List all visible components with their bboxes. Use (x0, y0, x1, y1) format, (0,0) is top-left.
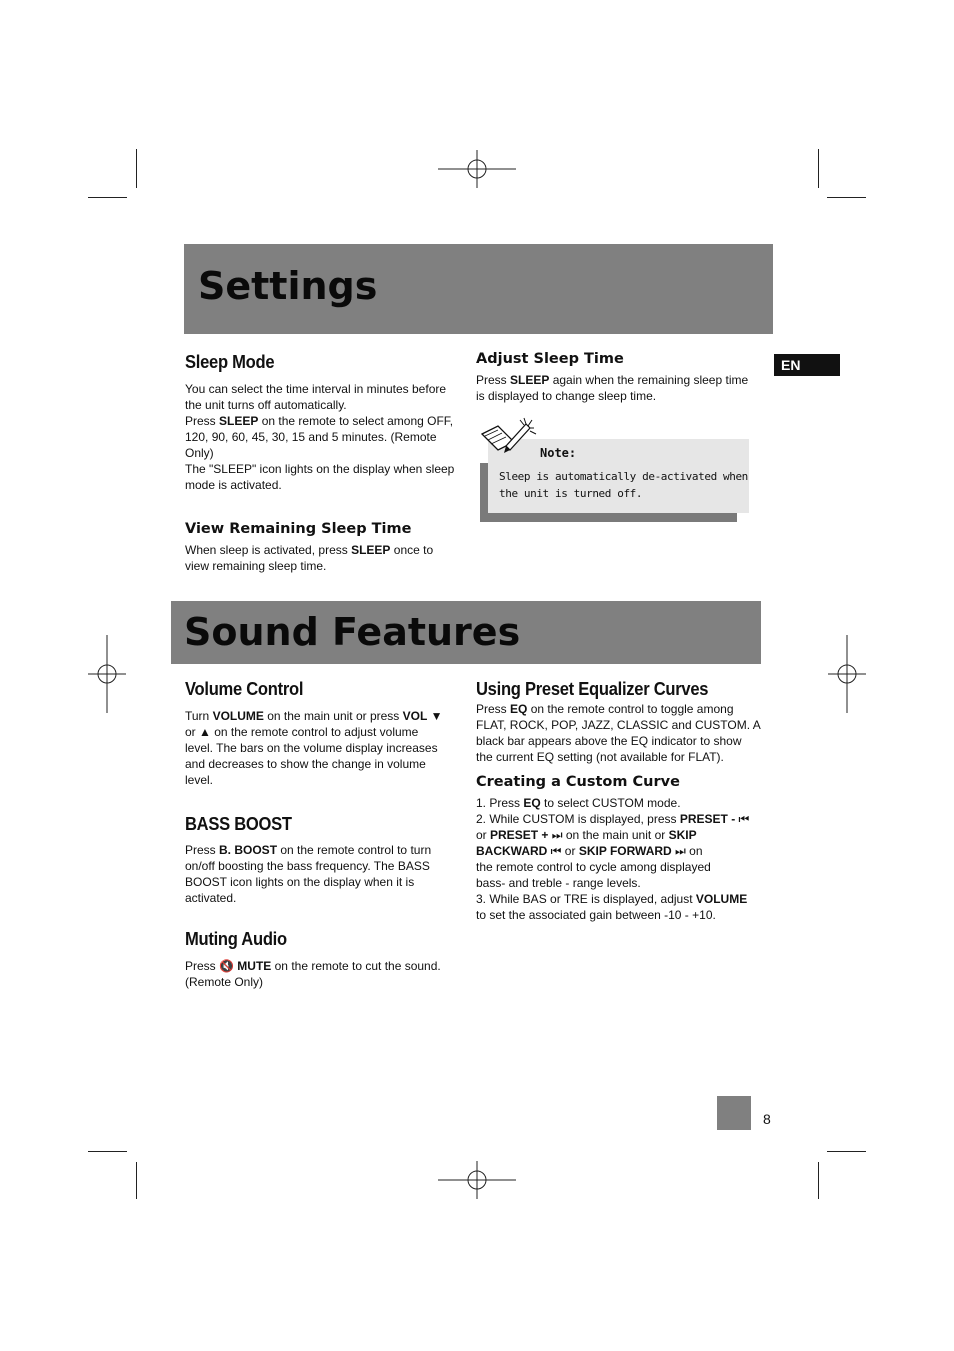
page-number: 8 (763, 1111, 771, 1127)
text-line: the unit turns off automatically. (185, 398, 347, 412)
custom-curve-heading: Creating a Custom Curve (476, 774, 680, 790)
volume-control-heading: Volume Control (185, 679, 304, 699)
preset-eq-text (476, 701, 766, 765)
adjust-sleep-heading: Adjust Sleep Time (476, 351, 624, 367)
text-line: level. The bars on the volume display increases (185, 741, 438, 755)
registration-crosshair-icon (438, 150, 516, 188)
registration-crosshair-icon (438, 1161, 516, 1199)
step-line: BACKWARD ⏮ or SKIP FORWARD ⏭ on (476, 844, 703, 858)
text-line: Press SLEEP on the remote to select among OFF, (185, 414, 454, 428)
settings-title: Settings (198, 264, 378, 308)
text-line: view remaining sleep time. (185, 559, 327, 573)
text-line: level. (185, 773, 214, 787)
settings-banner (184, 244, 773, 334)
text-line: the unit is turned off. (499, 487, 643, 500)
note-text (499, 468, 748, 502)
custom-curve-steps (476, 795, 766, 923)
step-line: 2. While CUSTOM is displayed, press PRESET - ⏮ (476, 812, 750, 826)
text-line: on/off boosting the bass frequency. The BASS (185, 859, 430, 873)
muting-text (185, 958, 465, 990)
sound-banner (171, 601, 761, 664)
text-line: Press SLEEP again when the remaining sleep time (476, 373, 749, 387)
sleep-mode-heading: Sleep Mode (185, 352, 275, 372)
text-line: 120, 90, 60, 45, 30, 15 and 5 minutes. (Remote (185, 430, 437, 444)
page-number-box (717, 1096, 751, 1130)
step-line: to set the associated gain between -10 - +10. (476, 908, 716, 922)
volume-control-text (185, 708, 465, 788)
text-line: or ▲ on the remote control to adjust volume (185, 725, 419, 739)
pen-writing-icon (476, 416, 538, 462)
view-remaining-text (185, 542, 465, 574)
text-line: When sleep is activated, press SLEEP once to (185, 543, 434, 557)
step-line: or PRESET + ⏭ on the main unit or SKIP (476, 828, 697, 842)
text-line: mode is activated. (185, 478, 282, 492)
language-tab (774, 354, 840, 376)
adjust-sleep-text (476, 372, 756, 404)
text-line: Only) (185, 446, 214, 460)
step-line: the remote control to cycle among displayed (476, 860, 711, 874)
view-remaining-heading: View Remaining Sleep Time (185, 521, 412, 537)
registration-crosshair-icon (828, 635, 866, 713)
text-line: the current EQ setting (not available for FLAT). (476, 750, 724, 764)
step-line: 1. Press EQ to select CUSTOM mode. (476, 796, 681, 810)
sound-title: Sound Features (184, 610, 521, 654)
language-tab-label: EN (781, 357, 801, 373)
step-line: bass- and treble - range levels. (476, 876, 641, 890)
text-line: and decreases to show the change in volume (185, 757, 426, 771)
step-line: 3. While BAS or TRE is displayed, adjust VOLUME (476, 892, 748, 906)
bass-boost-text (185, 842, 465, 906)
note-title: Note: (540, 446, 577, 460)
text-line: The "SLEEP" icon lights on the display when sleep (185, 462, 455, 476)
text-line: Press 🔇 MUTE on the remote to cut the sound. (185, 959, 441, 973)
text-line: You can select the time interval in minutes before (185, 382, 447, 396)
text-line: FLAT, ROCK, POP, JAZZ, CLASSIC and CUSTOM. A (476, 718, 761, 732)
bass-boost-heading: BASS BOOST (185, 814, 292, 834)
text-line: (Remote Only) (185, 975, 264, 989)
preset-eq-heading: Using Preset Equalizer Curves (476, 679, 709, 699)
text-line: Press B. BOOST on the remote control to turn (185, 843, 432, 857)
text-line: is displayed to change sleep time. (476, 389, 657, 403)
registration-crosshair-icon (88, 635, 126, 713)
text-line: Turn VOLUME on the main unit or press VOL ▼ (185, 709, 443, 723)
text-line: BOOST icon lights on the display when it is (185, 875, 415, 889)
text-line: Sleep is automatically de-activated when (499, 470, 748, 483)
text-line: activated. (185, 891, 237, 905)
text-line: black bar appears above the EQ indicator to show (476, 734, 742, 748)
muting-heading: Muting Audio (185, 929, 287, 949)
text-line: Press EQ on the remote control to toggle among (476, 702, 734, 716)
sleep-mode-text (185, 381, 465, 493)
